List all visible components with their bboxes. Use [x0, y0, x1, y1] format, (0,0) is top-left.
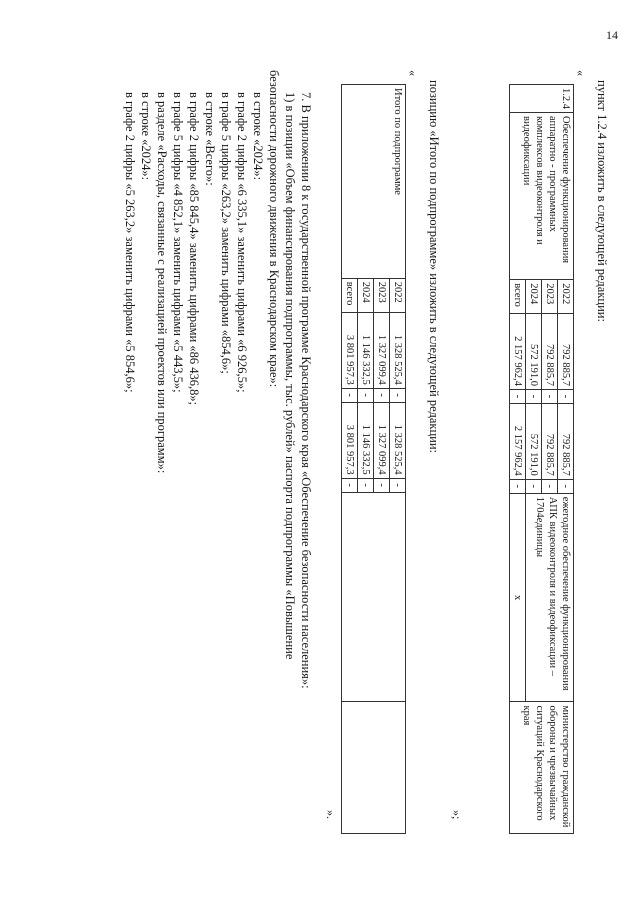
- table-cell: 792 885,7: [542, 403, 558, 479]
- table-cell: 2023: [542, 280, 558, 314]
- body-line-1: 7. В приложении 8 к государственной программе Краснодарского края «Обеспечение безопасности населения»:: [299, 92, 313, 689]
- table-row: [558, 85, 574, 834]
- table-2-close-quote: ».: [324, 810, 338, 819]
- table-cell: -: [390, 478, 406, 492]
- table-2: [341, 84, 406, 834]
- table-cell: 792 885,7: [558, 403, 574, 479]
- table-cell: 572 191,0: [526, 403, 542, 479]
- table-1-result: ежегодное обеспечение функционирования АПК видеоконтроля и видеофиксации – 1704единицы: [526, 493, 574, 702]
- table-cell: -: [342, 478, 358, 492]
- table-cell: -: [558, 479, 574, 493]
- body-line-8: в графе 2 цифры «85 845,4» заменить цифрами «86 436,8»;: [187, 92, 201, 406]
- table-2-empty-cell: [342, 492, 406, 702]
- table-cell: 792 885,7: [542, 314, 558, 390]
- table-cell: 1 328 525,4: [390, 402, 406, 478]
- body-line-10: в разделе «Расходы, связанные с реализацией проектов или программ»:: [155, 92, 169, 474]
- table-cell: всего: [342, 278, 358, 312]
- table-cell: всего: [510, 280, 526, 314]
- body-line-2: 1) в позиции «Объем финансирования подпрограммы, тыс. рублей» паспорта подпрограммы «Повышение: [283, 92, 297, 660]
- table-cell: -: [526, 389, 542, 403]
- body-line-11: в строке «2024»:: [139, 92, 153, 181]
- table-cell: 572 191,0: [526, 314, 542, 390]
- table-cell: -: [542, 389, 558, 403]
- table-cell: 792 885,7: [558, 314, 574, 390]
- table-cell: -: [510, 389, 526, 403]
- table-cell: 2023: [374, 278, 390, 312]
- table-cell: -: [358, 478, 374, 492]
- table-cell: 1 327 099,4: [374, 402, 390, 478]
- body-line-4: в строке «2024»:: [251, 92, 265, 181]
- table-cell: 3 801 957,3: [342, 402, 358, 478]
- body-line-5: в графе 2 цифры «6 335,1» заменить цифрами «6 926,5»;: [235, 92, 249, 393]
- table-1-close-quote: »;: [450, 810, 464, 820]
- body-line-12: в графе 2 цифры «5 263,2» заменить цифрами «5 854,6»;: [123, 92, 137, 393]
- rotated-content: [90, 70, 610, 850]
- table-cell: 2022: [390, 278, 406, 312]
- table-cell: 1 146 332,5: [358, 312, 374, 388]
- table-1-result-x: х: [510, 493, 526, 702]
- table-cell: -: [510, 479, 526, 493]
- table-cell: 2 157 962,4: [510, 403, 526, 479]
- table-cell: 2024: [358, 278, 374, 312]
- table-2-label: Итого по подпрограмме: [342, 85, 406, 279]
- table-cell: -: [558, 389, 574, 403]
- body-line-3: безопасности дорожного движения в Краснодарском крае»:: [267, 70, 281, 388]
- table-cell: 1 146 332,5: [358, 402, 374, 478]
- table-1-open-quote: «: [574, 70, 588, 76]
- table-row: [390, 85, 406, 834]
- table-1-executor: министерство гражданской обороны и чрезвычайных ситуаций Краснодарского края: [510, 702, 574, 834]
- heading-1: пункт 1.2.4 изложить в следующей редакции:: [595, 80, 609, 322]
- table-cell: -: [374, 478, 390, 492]
- table-cell: -: [390, 388, 406, 402]
- page-number: 14: [606, 28, 618, 42]
- table-2-open-quote: «: [406, 70, 420, 76]
- table-1: [509, 84, 574, 834]
- table-cell: -: [358, 388, 374, 402]
- table-cell: 1 327 099,4: [374, 312, 390, 388]
- table-cell: -: [374, 388, 390, 402]
- table-cell: -: [342, 388, 358, 402]
- table-cell: 2022: [558, 280, 574, 314]
- table-1-name: Обеспечение функционирования аппаратно - программных комплексов видеоконтроля и видеофиксации: [510, 113, 574, 280]
- table-cell: 2024: [526, 280, 542, 314]
- table-cell: 2 157 962,4: [510, 314, 526, 390]
- table-1-id: 1.2.4: [510, 85, 574, 113]
- body-line-6: в графе 5 цифры «263,2» заменить цифрами «854,6»;: [219, 92, 233, 374]
- table-2-empty-cell: [342, 702, 406, 834]
- table-cell: 3 801 957,3: [342, 312, 358, 388]
- body-line-9: в графе 5 цифры «4 852,1» заменить цифрами «5 443,5»;: [171, 92, 185, 393]
- table-cell: 1 328 525,4: [390, 312, 406, 388]
- table-cell: -: [542, 479, 558, 493]
- body-line-7: в строке «Всего»:: [203, 92, 217, 186]
- heading-2: позицию «Итого по подпрограмме» изложить в следующей редакции:: [427, 80, 441, 453]
- table-cell: -: [526, 479, 542, 493]
